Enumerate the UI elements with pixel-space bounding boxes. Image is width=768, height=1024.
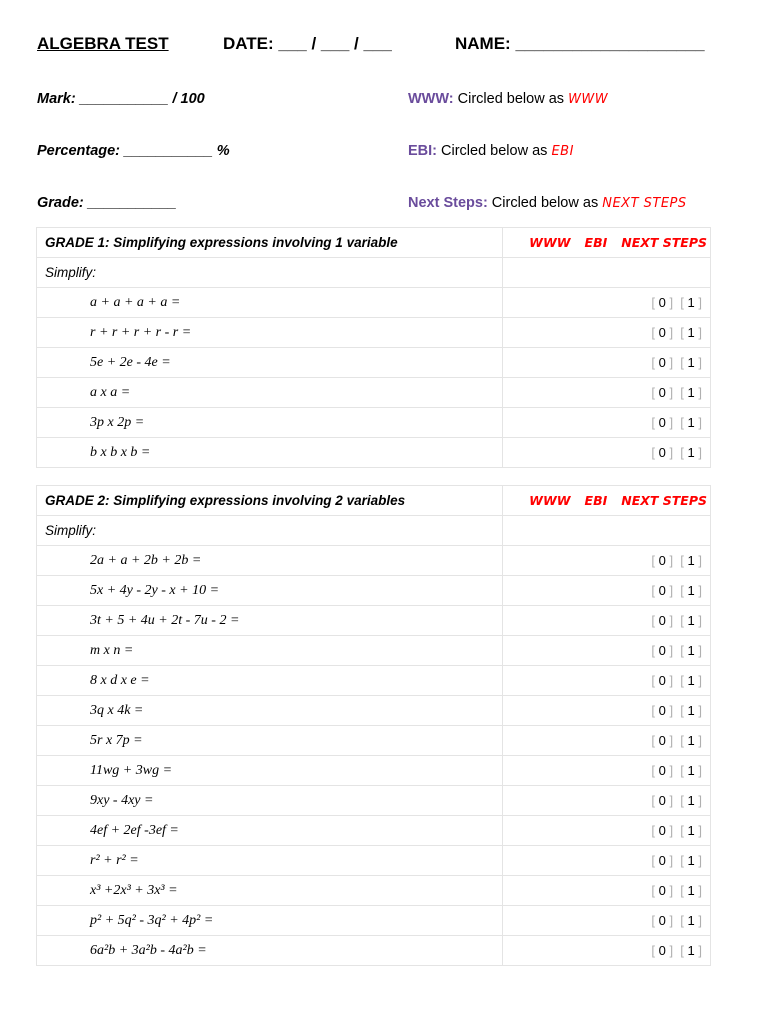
www-legend: [408, 91, 608, 107]
question-expression: 4ef + 2ef -3ef =: [37, 816, 503, 846]
question-expression: x³ +2x³ + 3x³ =: [37, 876, 503, 906]
grade2-title: GRADE 2: Simplifying expressions involving 2 variables: [37, 486, 503, 516]
mark-options: [ 0 ] [ 1 ]: [503, 378, 711, 408]
mark-one[interactable]: 1: [687, 445, 695, 460]
question-expression: r² + r² =: [37, 846, 503, 876]
ebi-legend: [408, 143, 574, 159]
mark-zero[interactable]: 0: [658, 355, 666, 370]
ebi-tag: EBI: [584, 235, 608, 250]
mark-one[interactable]: 1: [687, 553, 695, 568]
mark-one[interactable]: 1: [687, 673, 695, 688]
mark-zero[interactable]: 0: [658, 703, 666, 718]
mark-options: [ 0 ] [ 1 ]: [503, 936, 711, 966]
grade1-feedback-tags: [503, 228, 711, 258]
question-row: [37, 756, 711, 786]
mark-zero[interactable]: 0: [658, 913, 666, 928]
grade-field: Grade: ___________: [37, 195, 177, 211]
question-row: [37, 936, 711, 966]
simplify-label: Simplify:: [37, 258, 503, 288]
question-expression: 11wg + 3wg =: [37, 756, 503, 786]
mark-zero[interactable]: 0: [658, 793, 666, 808]
question-row: [37, 408, 711, 438]
mark-one[interactable]: 1: [687, 703, 695, 718]
mark-zero[interactable]: 0: [658, 325, 666, 340]
mark-one[interactable]: 1: [687, 913, 695, 928]
mark-zero[interactable]: 0: [658, 295, 666, 310]
mark-one[interactable]: 1: [687, 613, 695, 628]
mark-one[interactable]: 1: [687, 793, 695, 808]
question-row: [37, 876, 711, 906]
question-expression: 5r x 7p =: [37, 726, 503, 756]
mark-options: [ 0 ] [ 1 ]: [503, 636, 711, 666]
mark-one[interactable]: 1: [687, 763, 695, 778]
mark-options: [ 0 ] [ 1 ]: [503, 846, 711, 876]
mark-one[interactable]: 1: [687, 355, 695, 370]
mark-one[interactable]: 1: [687, 823, 695, 838]
question-expression: 3q x 4k =: [37, 696, 503, 726]
mark-one[interactable]: 1: [687, 943, 695, 958]
mark-field: Mark: ___________ / 100: [37, 91, 205, 107]
mark-zero[interactable]: 0: [658, 415, 666, 430]
question-expression: 3p x 2p =: [37, 408, 503, 438]
mark-zero[interactable]: 0: [658, 673, 666, 688]
question-row: [37, 666, 711, 696]
next-steps-legend: [408, 195, 687, 211]
mark-zero[interactable]: 0: [658, 583, 666, 598]
question-row: [37, 786, 711, 816]
percentage-field: Percentage: ___________ %: [37, 143, 230, 159]
question-expression: 8 x d x e =: [37, 666, 503, 696]
test-title: ALGEBRA TEST: [37, 34, 169, 53]
question-row: [37, 606, 711, 636]
name-field: NAME: ____________________: [455, 34, 705, 53]
mark-options: [ 0 ] [ 1 ]: [503, 288, 711, 318]
mark-options: [ 0 ] [ 1 ]: [503, 576, 711, 606]
mark-options: [ 0 ] [ 1 ]: [503, 606, 711, 636]
question-row: [37, 438, 711, 468]
question-row: [37, 378, 711, 408]
mark-options: [ 0 ] [ 1 ]: [503, 696, 711, 726]
mark-zero[interactable]: 0: [658, 823, 666, 838]
grade2-feedback-tags: [503, 486, 711, 516]
grade1-simplify-row: [37, 258, 711, 288]
question-expression: 6a²b + 3a²b - 4a²b =: [37, 936, 503, 966]
mark-options: [ 0 ] [ 1 ]: [503, 438, 711, 468]
next-steps-text: Circled below as: [487, 195, 603, 211]
mark-one[interactable]: 1: [687, 295, 695, 310]
date-field: DATE: ___ / ___ / ___: [223, 34, 392, 53]
mark-zero[interactable]: 0: [658, 613, 666, 628]
ebi-tag: EBI: [584, 493, 608, 508]
mark-zero[interactable]: 0: [658, 943, 666, 958]
www-tag: WWW: [529, 235, 571, 250]
question-expression: a x a =: [37, 378, 503, 408]
ebi-key: EBI:: [408, 143, 437, 159]
mark-one[interactable]: 1: [687, 643, 695, 658]
question-row: [37, 318, 711, 348]
question-row: [37, 348, 711, 378]
www-key: WWW:: [408, 91, 454, 107]
question-row: [37, 816, 711, 846]
mark-options: [ 0 ] [ 1 ]: [503, 786, 711, 816]
mark-options: [ 0 ] [ 1 ]: [503, 666, 711, 696]
mark-options: [ 0 ] [ 1 ]: [503, 726, 711, 756]
grade1-table: [36, 227, 711, 468]
question-expression: 5e + 2e - 4e =: [37, 348, 503, 378]
grade1-title-row: [37, 228, 711, 258]
mark-options: [ 0 ] [ 1 ]: [503, 408, 711, 438]
www-tag: WWW: [568, 92, 609, 107]
mark-one[interactable]: 1: [687, 385, 695, 400]
question-expression: 9xy - 4xy =: [37, 786, 503, 816]
mark-zero[interactable]: 0: [658, 733, 666, 748]
mark-options: [ 0 ] [ 1 ]: [503, 816, 711, 846]
ebi-tag: EBI: [551, 144, 574, 159]
grade2-table: [36, 485, 711, 966]
mark-options: [ 0 ] [ 1 ]: [503, 348, 711, 378]
mark-zero[interactable]: 0: [658, 385, 666, 400]
next-steps-tag: NEXT STEPS: [602, 196, 687, 211]
mark-options: [ 0 ] [ 1 ]: [503, 906, 711, 936]
mark-zero[interactable]: 0: [658, 883, 666, 898]
question-row: [37, 288, 711, 318]
mark-options: [ 0 ] [ 1 ]: [503, 318, 711, 348]
simplify-label: Simplify:: [37, 516, 503, 546]
mark-one[interactable]: 1: [687, 733, 695, 748]
mark-one[interactable]: 1: [687, 853, 695, 868]
mark-one[interactable]: 1: [687, 883, 695, 898]
grade2-simplify-row: [37, 516, 711, 546]
question-expression: b x b x b =: [37, 438, 503, 468]
question-expression: 2a + a + 2b + 2b =: [37, 546, 503, 576]
mark-one[interactable]: 1: [687, 325, 695, 340]
mark-zero[interactable]: 0: [658, 445, 666, 460]
question-row: [37, 576, 711, 606]
question-expression: m x n =: [37, 636, 503, 666]
mark-zero[interactable]: 0: [658, 643, 666, 658]
question-expression: 5x + 4y - 2y - x + 10 =: [37, 576, 503, 606]
www-tag: WWW: [529, 493, 571, 508]
question-row: [37, 636, 711, 666]
question-row: [37, 546, 711, 576]
question-expression: r + r + r + r - r =: [37, 318, 503, 348]
mark-zero[interactable]: 0: [658, 763, 666, 778]
question-row: [37, 906, 711, 936]
ebi-text: Circled below as: [437, 143, 552, 159]
grade2-title-row: [37, 486, 711, 516]
mark-options: [ 0 ] [ 1 ]: [503, 876, 711, 906]
mark-options: [ 0 ] [ 1 ]: [503, 756, 711, 786]
question-row: [37, 846, 711, 876]
test-header: [37, 34, 708, 56]
next-steps-key: Next Steps:: [408, 195, 488, 211]
question-expression: a + a + a + a =: [37, 288, 503, 318]
question-expression: p² + 5q² - 3q² + 4p² =: [37, 906, 503, 936]
mark-options: [ 0 ] [ 1 ]: [503, 546, 711, 576]
mark-one[interactable]: 1: [687, 415, 695, 430]
mark-zero[interactable]: 0: [658, 553, 666, 568]
question-row: [37, 726, 711, 756]
next-steps-tag: NEXT STEPS: [621, 235, 707, 250]
question-row: [37, 696, 711, 726]
next-steps-tag: NEXT STEPS: [621, 493, 707, 508]
www-text: Circled below as: [453, 91, 569, 107]
grade1-title: GRADE 1: Simplifying expressions involving 1 variable: [37, 228, 503, 258]
mark-zero[interactable]: 0: [658, 853, 666, 868]
mark-one[interactable]: 1: [687, 583, 695, 598]
question-expression: 3t + 5 + 4u + 2t - 7u - 2 =: [37, 606, 503, 636]
